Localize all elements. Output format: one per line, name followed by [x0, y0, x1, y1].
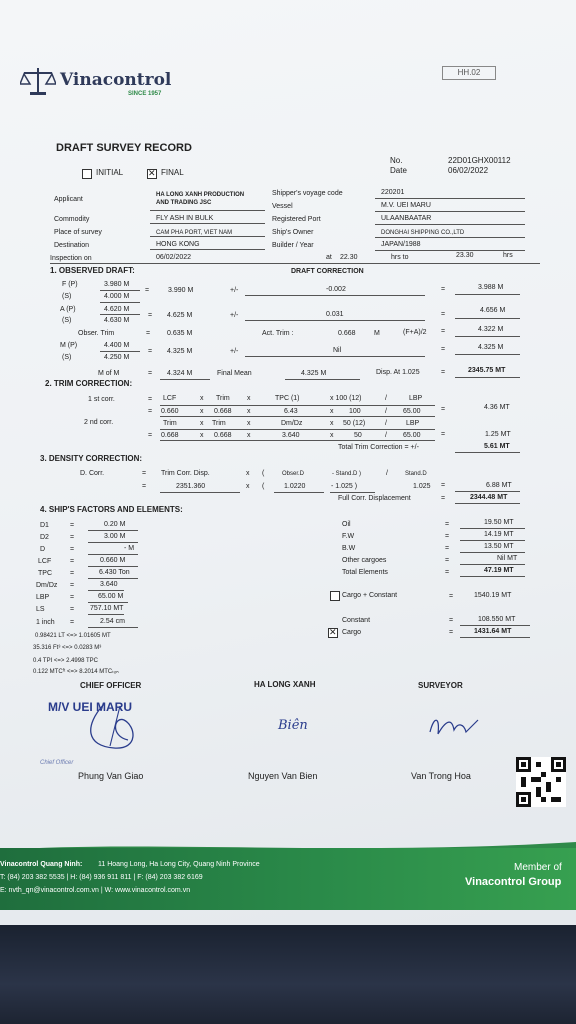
r2-c6: 100 [349, 408, 361, 415]
f-mean: 3.990 M [168, 287, 194, 294]
r1-c1: x [200, 395, 204, 402]
f-pm: +/- [230, 287, 239, 294]
trim-corr-disp-label: Trim Corr. Disp. [161, 470, 210, 477]
fp-label: F (P) [62, 281, 78, 288]
mofm-label: M of M [98, 370, 120, 377]
bw-value: 13.50 MT [484, 543, 514, 550]
footer-member-label: Member of [514, 862, 562, 873]
d-x-1: x [246, 470, 250, 477]
r3-c2: Trim [212, 420, 226, 427]
full-corr: 2344.48 MT [470, 494, 508, 501]
cargo-check-mark: ✕ [329, 627, 337, 637]
m-eq: = [148, 348, 153, 355]
mofm-eq: = [148, 370, 153, 377]
port-label: Registered Port [272, 216, 321, 223]
commodity-value: FLY ASH IN BULK [156, 215, 214, 222]
place-label: Place of survey [54, 229, 102, 236]
voyage-label: Shipper's voyage code [272, 190, 343, 197]
r2-c4: 6.43 [284, 408, 298, 415]
trim-second-result: 1.25 MT [485, 431, 511, 438]
voyage-value: 220201 [381, 189, 405, 196]
r4-c3: x [247, 432, 251, 439]
d1-value: 0.20 M [104, 521, 126, 528]
conv-1: 0.98421 LT <=> 1.01605 MT [35, 633, 111, 639]
r4-c7: / [385, 432, 387, 439]
r3-c6: 50 (12) [343, 420, 366, 427]
trim-first-label: 1 st corr. [88, 396, 115, 403]
r3-c7: / [385, 420, 387, 427]
lbp-value: 65.00 M [98, 593, 124, 600]
inch-label: 1 inch [36, 619, 55, 626]
d-label: D [40, 546, 46, 553]
final-check-mark: ✕ [148, 168, 156, 178]
trim-first-result: 4.36 MT [484, 404, 510, 411]
ms-label: (S) [62, 354, 72, 361]
a-pm: +/- [230, 312, 239, 319]
owner-value: DONGHAI SHIPPING CO.,LTD [381, 230, 465, 236]
r4-c1: x [200, 432, 204, 439]
el-eq-7: = [449, 617, 454, 624]
a-corr: 0.031 [326, 311, 344, 318]
ms-value: 4.250 M [104, 354, 130, 361]
act-trim: 0.668 [338, 330, 356, 337]
owner-label: Ship's Owner [272, 229, 314, 236]
observed-heading: 1. OBSERVED DRAFT: [50, 266, 135, 275]
chief-officer-label: CHIEF OFFICER [80, 681, 142, 690]
r4-c0: 0.668 [161, 432, 179, 439]
final-mean-label: Final Mean [217, 370, 252, 377]
obs-trim-eq: = [146, 330, 151, 337]
inch-value: 2.54 cm [100, 618, 125, 625]
fa2: 4.322 M [478, 326, 504, 333]
applicant-value-1: HA LONG XANH PRODUCTION [156, 192, 245, 198]
chief-name: Phung Van Giao [78, 771, 144, 781]
f-corrected: 3.988 M [478, 284, 504, 291]
fe-7: = [70, 594, 75, 601]
footer-web[interactable]: E: nvth_qn@vinacontrol.com.vn | W: www.vinacontrol.com.vn [0, 887, 191, 894]
vinacontrol-logo [20, 66, 56, 96]
halong-signature: Biên [278, 718, 308, 733]
el-eq-8: = [449, 629, 454, 636]
fe-3: = [70, 546, 75, 553]
d-slash-1: / [386, 470, 388, 477]
f-eq2: = [441, 286, 446, 293]
initial-label: INITIAL [96, 168, 124, 177]
other-value: Nil MT [497, 555, 518, 562]
fw-value: 14.19 MT [484, 531, 514, 538]
vessel-label: Vessel [272, 203, 293, 210]
obser-d-label: Obser.D [282, 471, 305, 477]
page-title: DRAFT SURVEY RECORD [56, 142, 192, 154]
r1-c5: x 100 (12) [330, 395, 362, 402]
el-eq-5: = [445, 569, 450, 576]
fa2-label: (F+A)/2 [403, 329, 427, 336]
lcf-label: LCF [38, 558, 52, 565]
ls-label: LS [36, 606, 45, 613]
fe-1: = [70, 522, 75, 529]
halong-label: HA LONG XANH [254, 680, 316, 689]
stand-d-minus: - 1.025 ) [331, 483, 358, 490]
inspection-label: Inspection on [50, 255, 92, 262]
r2-c5: x [330, 408, 334, 415]
disp-eq: = [441, 369, 446, 376]
at-value: 22.30 [340, 254, 358, 261]
final-mean: 4.325 M [301, 370, 327, 377]
conv-3: 0.4 TPI <=> 2.4998 TPC [33, 658, 98, 664]
f-corr: -0.002 [326, 286, 346, 293]
builder-value: JAPAN/1988 [381, 241, 421, 248]
brand-name: Vinacontrol [60, 70, 172, 90]
stand-d: 1.025 [413, 483, 431, 490]
d-value: - M [124, 545, 135, 552]
lcf-value: 0.660 M [100, 557, 126, 564]
m-pm: +/- [230, 348, 239, 355]
lbp-label: LBP [36, 594, 50, 601]
correction-heading: DRAFT CORRECTION [291, 268, 364, 275]
background-surface [0, 925, 576, 1024]
trim-eq-2: = [148, 408, 153, 415]
r1-c4: TPC (1) [275, 395, 300, 402]
trim-eq-1: = [148, 396, 153, 403]
a-mean: 4.625 M [167, 312, 193, 319]
port-value: ULAANBAATAR [381, 215, 432, 222]
density-result: 6.88 MT [486, 482, 512, 489]
conv-2: 35.316 Ft³ <=> 0.0283 M³ [33, 645, 102, 651]
fw-label: F.W [342, 533, 355, 540]
el-eq-3: = [445, 545, 450, 552]
no-label: No. [390, 156, 403, 165]
a-eq: = [148, 312, 153, 319]
r1-c7: LBP [409, 395, 423, 402]
d2-label: D2 [40, 534, 49, 541]
disp-label: Disp. At 1.025 [376, 369, 420, 376]
constant-label: Constant [342, 617, 371, 624]
mp-value: 4.400 M [104, 342, 130, 349]
footer-office: Vinacontrol Quang Ninh: [0, 861, 83, 868]
d-eq-2: = [142, 483, 147, 490]
fp-value: 3.980 M [104, 281, 130, 288]
qr-code-icon [516, 757, 566, 807]
el-eq-2: = [445, 533, 450, 540]
trim-corr-disp: 2351.360 [176, 483, 206, 490]
stand-d-label: - Stand.D ) [332, 471, 362, 477]
cargo-const-value: 1540.19 MT [474, 592, 512, 599]
cargo-value: 1431.64 MT [474, 628, 512, 635]
trim-second-label: 2 nd corr. [84, 419, 114, 426]
r4-c8: 65.00 [403, 432, 421, 439]
m-corrected: 4.325 M [478, 344, 504, 351]
r3-c1: x [200, 420, 204, 427]
r2-c3: x [247, 408, 251, 415]
place-value: CAM PHA PORT, VIET NAM [156, 230, 233, 236]
as-value: 4.630 M [104, 317, 130, 324]
total-el-label: Total Elements [342, 569, 388, 576]
r2-c7: / [385, 408, 387, 415]
d-eq-1: = [142, 470, 147, 477]
brand-since: SINCE 1957 [128, 91, 162, 97]
r2-c8: 65.00 [403, 408, 421, 415]
fa2-eq: = [441, 328, 446, 335]
r3-c4: Dm/Dz [281, 420, 303, 427]
obser-d: 1.0220 [284, 483, 306, 490]
a-eq2: = [441, 311, 446, 318]
m-corr: Nil [333, 347, 342, 354]
fe-4: = [70, 558, 75, 565]
date-label: Date [390, 166, 407, 175]
surveyor-signature [426, 710, 486, 740]
vessel-value: M.V. UEI MARU [381, 202, 431, 209]
tpc-value: 6.430 Ton [99, 569, 130, 576]
d-paren-2: ( [262, 483, 265, 490]
r1-c6: / [385, 395, 387, 402]
total-el-value: 47.19 MT [484, 567, 514, 574]
date-value: 06/02/2022 [448, 166, 489, 175]
fe-8: = [70, 606, 75, 613]
factors-heading: 4. SHIP'S FACTORS AND ELEMENTS: [40, 505, 183, 514]
el-eq-4: = [445, 557, 450, 564]
fe-2: = [70, 534, 75, 541]
at-label: at [326, 254, 332, 261]
oil-value: 19.50 MT [484, 519, 514, 526]
form-code: HH.02 [442, 66, 496, 80]
cargo-constant-checkbox[interactable] [330, 591, 340, 601]
hrs-label: hrs [503, 252, 513, 259]
fe-5: = [70, 570, 75, 577]
obs-trim-label: Obser. Trim [78, 330, 115, 337]
m-eq2: = [441, 346, 446, 353]
r1-c0: LCF [163, 395, 177, 402]
conv-4: 0.122 MTCᶠᵗ <=> 8.2014 MTCₜₒₙ [33, 669, 119, 675]
d-eq-3: = [441, 482, 446, 489]
scale-logo-icon [20, 66, 56, 96]
fe-9: = [70, 619, 75, 626]
cargo-const-label: Cargo + Constant [342, 592, 398, 599]
trim-heading: 2. TRIM CORRECTION: [45, 379, 133, 388]
dmdz-label: Dm/Dz [36, 582, 58, 589]
surveyor-label: SURVEYOR [418, 681, 463, 690]
bw-label: B.W [342, 545, 356, 552]
commodity-label: Commodity [54, 216, 90, 223]
trim-total-label: Total Trim Correction = +/- [338, 444, 419, 451]
destination-label: Destination [54, 242, 90, 249]
a-corrected: 4.656 M [480, 307, 506, 314]
act-trim-unit: M [374, 330, 380, 337]
footer-address: 11 Hoang Long, Ha Long City, Quang Ninh Province [98, 861, 260, 868]
applicant-label: Applicant [54, 196, 83, 203]
hrs-to-label: hrs to [391, 254, 409, 261]
dmdz-value: 3.640 [100, 581, 118, 588]
surveyor-name: Van Trong Hoa [411, 771, 471, 781]
no-value: 22D01GHX00112 [448, 156, 511, 165]
destination-value: HONG KONG [156, 241, 200, 248]
r4-c4: 3.640 [282, 432, 300, 439]
ap-value: 4.620 M [104, 306, 130, 313]
applicant-value-2: AND TRADING JSC [156, 200, 212, 206]
r4-c5: x [330, 432, 334, 439]
ship-stamp-text: M/V UEI MARU [48, 700, 132, 714]
r2-c0: 0.660 [161, 408, 179, 415]
obs-trim: 0.635 M [167, 330, 193, 337]
r4-c6: 50 [354, 432, 362, 439]
constant-value: 108.550 MT [478, 616, 516, 623]
ls-value: 757.10 MT [90, 605, 124, 612]
trim-eq-3: = [441, 406, 446, 413]
initial-checkbox[interactable] [82, 169, 92, 179]
other-label: Other cargoes [342, 557, 387, 564]
m-mean: 4.325 M [167, 348, 193, 355]
r2-c2: 0.668 [214, 408, 232, 415]
surveyor-scribble-icon [426, 710, 486, 740]
halong-name: Nguyen Van Bien [248, 771, 318, 781]
r4-c2: 0.668 [214, 432, 232, 439]
final-label: FINAL [161, 168, 184, 177]
f-eq: = [145, 287, 150, 294]
fs-label: (S) [62, 293, 72, 300]
footer-member-group: Vinacontrol Group [465, 876, 562, 888]
r3-c3: x [247, 420, 251, 427]
footer-phones: T: (84) 203 382 5535 | H: (84) 936 911 811 | F: (84) 203 382 6169 [0, 874, 203, 881]
density-heading: 3. DENSITY CORRECTION: [40, 454, 143, 463]
d-paren-1: ( [262, 470, 265, 477]
r1-c3: x [247, 395, 251, 402]
footer-bar [0, 848, 576, 910]
d-eq-4: = [441, 495, 446, 502]
builder-label: Builder / Year [272, 242, 314, 249]
fe-6: = [70, 582, 75, 589]
as-label: (S) [62, 317, 72, 324]
ship-stamp-sub: Chief Officer [40, 760, 74, 766]
stand-d-label2: Stand.D [405, 471, 427, 477]
d1-label: D1 [40, 522, 49, 529]
fs-value: 4.000 M [104, 293, 130, 300]
cargo-label: Cargo [342, 629, 362, 636]
r3-c5: x [330, 420, 334, 427]
trim-eq-4: = [148, 432, 153, 439]
inspection-value: 06/02/2022 [156, 254, 192, 261]
el-eq-1: = [445, 521, 450, 528]
disp-value: 2345.75 MT [468, 367, 506, 374]
ap-label: A (P) [60, 306, 76, 313]
d-x-2: x [246, 483, 250, 490]
to-value: 23.30 [456, 252, 474, 259]
trim-total: 5.61 MT [484, 443, 510, 450]
trim-eq-5: = [441, 431, 446, 438]
oil-label: Oil [342, 521, 351, 528]
tpc-label: TPC [38, 570, 52, 577]
full-corr-label: Full Corr. Displacement [338, 495, 411, 502]
d2-value: 3.00 M [104, 533, 126, 540]
mp-label: M (P) [60, 342, 78, 349]
r2-c1: x [200, 408, 204, 415]
mofm: 4.324 M [167, 370, 193, 377]
act-trim-label: Act. Trim : [262, 330, 294, 337]
r3-c8: LBP [406, 420, 420, 427]
r1-c2: Trim [216, 395, 230, 402]
el-eq-6: = [449, 593, 454, 600]
r3-c0: Trim [163, 420, 177, 427]
d-corr-label: D. Corr. [80, 470, 105, 477]
